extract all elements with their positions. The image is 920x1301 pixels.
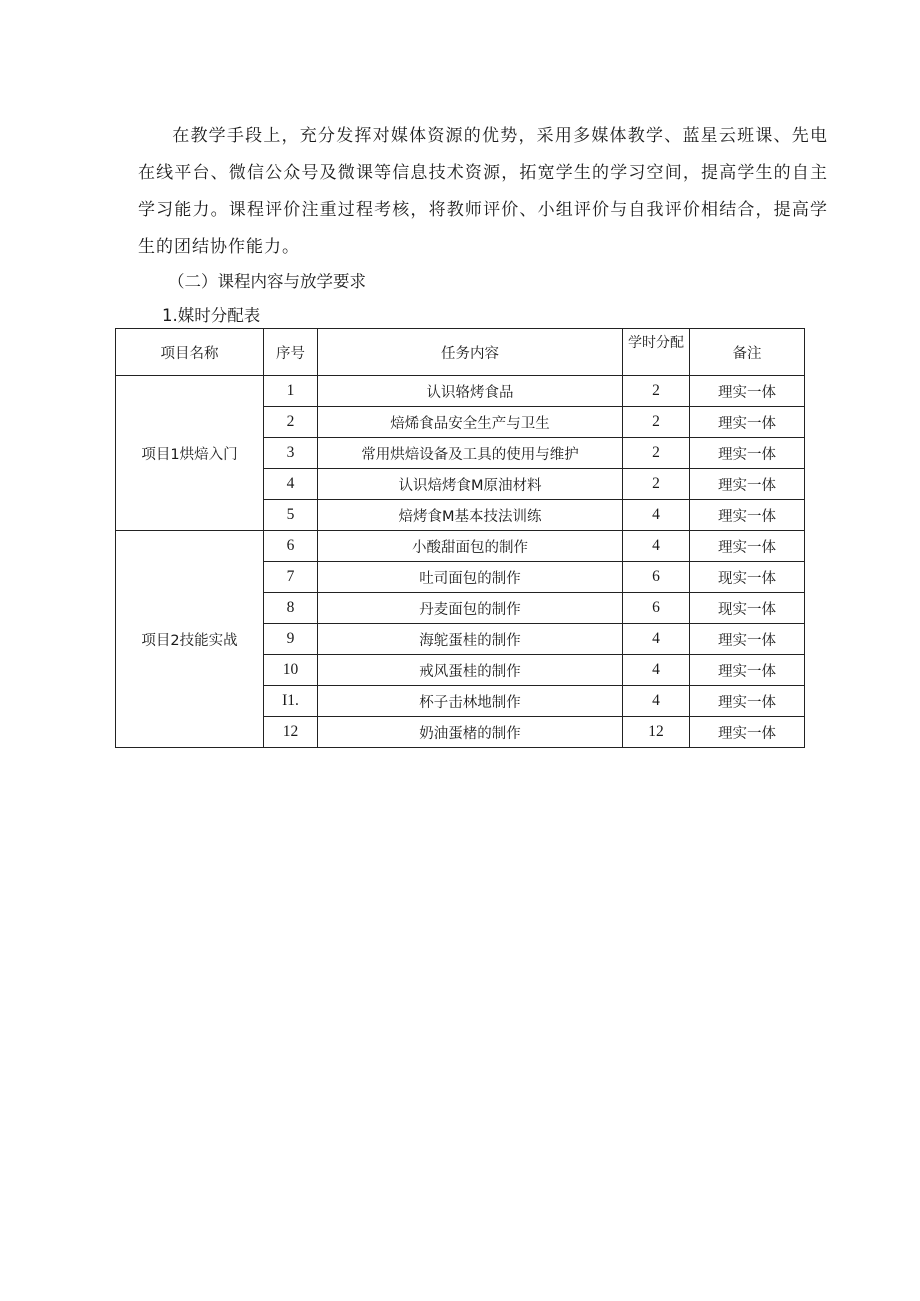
header-content: 任务内容: [318, 329, 623, 376]
content-cell: 焙烤食M基本技法训练: [318, 500, 623, 531]
note-cell: 理实一体: [690, 624, 805, 655]
hours-cell: 6: [623, 593, 690, 624]
content-cell: 认识辂烤食品: [318, 376, 623, 407]
seq-cell: 5: [264, 500, 318, 531]
project-cell: 项目1烘焙入门: [116, 376, 264, 531]
seq-cell: 7: [264, 562, 318, 593]
seq-cell: 2: [264, 407, 318, 438]
hours-cell: 12: [623, 717, 690, 748]
hours-cell: 6: [623, 562, 690, 593]
note-cell: 理实一体: [690, 469, 805, 500]
seq-cell: 3: [264, 438, 318, 469]
content-cell: 认识焙烤食M原油材料: [318, 469, 623, 500]
content-cell: 戒风蛋桂的制作: [318, 655, 623, 686]
project-cell: 项目2技能实战: [116, 531, 264, 748]
hours-cell: 4: [623, 500, 690, 531]
seq-cell: 6: [264, 531, 318, 562]
seq-cell: 9: [264, 624, 318, 655]
note-cell: 现实一体: [690, 593, 805, 624]
hours-cell: 4: [623, 624, 690, 655]
table-row: [116, 531, 805, 562]
content-cell: 丹麦面包的制作: [318, 593, 623, 624]
content-cell: 小酸甜面包的制作: [318, 531, 623, 562]
hours-cell: 4: [623, 531, 690, 562]
table-title: [162, 302, 260, 326]
header-hours: 学时分配: [623, 329, 690, 376]
hours-cell: 4: [623, 655, 690, 686]
table-row: [116, 376, 805, 407]
note-cell: 理实一体: [690, 531, 805, 562]
seq-cell: 4: [264, 469, 318, 500]
note-cell: 理实一体: [690, 717, 805, 748]
content-cell: 奶油蛋楮的制作: [318, 717, 623, 748]
hours-cell: 2: [623, 469, 690, 500]
table-title-text: 媒时分配表: [177, 306, 261, 325]
hours-cell: 2: [623, 407, 690, 438]
content-cell: 常用烘焙设备及工具的使用与维护: [318, 438, 623, 469]
hours-cell: 4: [623, 686, 690, 717]
note-cell: 理实一体: [690, 686, 805, 717]
note-cell: 理实一体: [690, 376, 805, 407]
note-cell: 理实一体: [690, 655, 805, 686]
header-seq: 序号: [264, 329, 318, 376]
body-paragraph: [138, 118, 828, 266]
body-paragraph-text: 在教学手段上，充分发挥对媒体资源的优势，采用多媒体教学、蓝星云班课、先电在线平台、微信公众号及微课等信息技术资源，拓宽学生的学习空间，提高学生的自主学习能力。课程评价注重过程考核，将教师评价、小组评价与自我评价相结合，提高学生的团结协作能力。: [138, 126, 828, 257]
header-note: 备注: [690, 329, 805, 376]
seq-cell: 8: [264, 593, 318, 624]
seq-cell: 12: [264, 717, 318, 748]
note-cell: 理实一体: [690, 407, 805, 438]
content-cell: 吐司面包的制作: [318, 562, 623, 593]
note-cell: 现实一体: [690, 562, 805, 593]
seq-cell: 10: [264, 655, 318, 686]
table-header-row: [116, 329, 805, 376]
content-cell: 焙烯食品安全生产与卫生: [318, 407, 623, 438]
table-title-number: 1.: [162, 306, 178, 325]
content-cell: 杯子击林地制作: [318, 686, 623, 717]
seq-cell: 1: [264, 376, 318, 407]
hours-cell: 2: [623, 438, 690, 469]
header-project: 项目名称: [116, 329, 264, 376]
section-heading: （二）课程内容与放学要求: [168, 272, 366, 291]
hours-allocation-table: [115, 328, 805, 748]
note-cell: 理实一体: [690, 500, 805, 531]
seq-cell: I1.: [264, 686, 318, 717]
content-cell: 海鸵蛋桂的制作: [318, 624, 623, 655]
hours-cell: 2: [623, 376, 690, 407]
note-cell: 理实一体: [690, 438, 805, 469]
